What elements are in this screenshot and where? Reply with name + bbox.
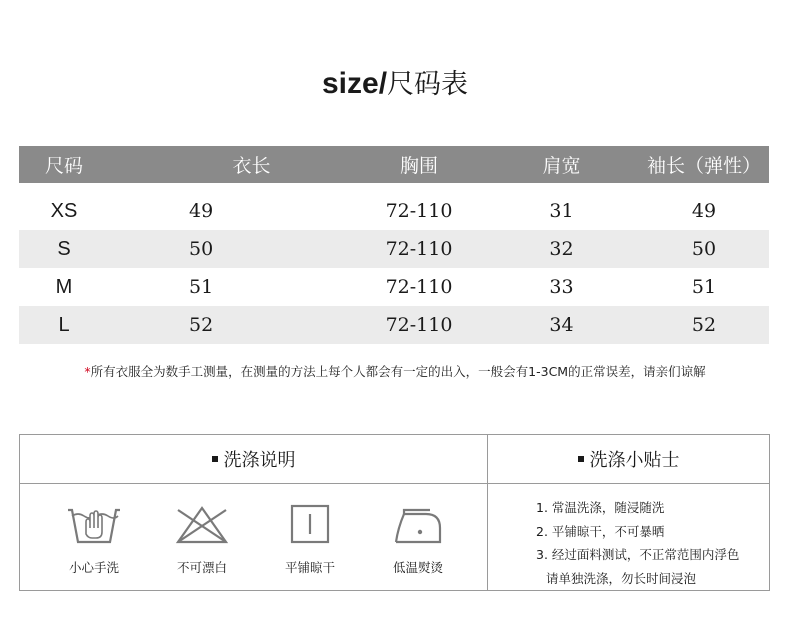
tip-item: 请单独洗涤，勿长时间浸泡 bbox=[546, 570, 697, 586]
no-bleach-icon bbox=[174, 502, 230, 548]
bullet-icon bbox=[578, 456, 584, 462]
low-iron-icon bbox=[390, 502, 446, 548]
bullet-icon bbox=[212, 456, 218, 462]
dry-flat-label: 平铺晾干 bbox=[284, 560, 335, 575]
cell-size: L bbox=[58, 313, 70, 336]
wash-title: 洗涤说明 bbox=[223, 450, 296, 471]
low-iron-label: 低温熨烫 bbox=[392, 560, 443, 575]
cell-shoulder: 32 bbox=[549, 238, 574, 260]
cell-size: S bbox=[57, 237, 71, 260]
page-title bbox=[0, 62, 790, 101]
wash-instructions-heading bbox=[20, 435, 488, 483]
header-length: 衣长 bbox=[232, 155, 271, 177]
cell-chest: 72-110 bbox=[385, 314, 453, 336]
cell-length: 50 bbox=[189, 238, 214, 260]
cell-length: 49 bbox=[189, 200, 214, 222]
cell-chest: 72-110 bbox=[385, 200, 453, 222]
tip-item: 3. 经过面料测试，不正常范围内浮色 bbox=[536, 547, 740, 562]
table-row bbox=[19, 230, 769, 268]
tip-item: 2. 平铺晾干，不可暴晒 bbox=[536, 523, 665, 539]
cell-shoulder: 33 bbox=[549, 276, 574, 298]
note-text: 所有衣服全为数手工测量，在测量的方法上每个人都会有一定的出入，一般会有1-3CM的正常误差，请亲们谅解 bbox=[90, 364, 706, 379]
title-en: size bbox=[321, 67, 379, 100]
table-row bbox=[19, 268, 769, 306]
measurement-note bbox=[0, 362, 790, 380]
header-shoulder: 肩宽 bbox=[542, 155, 581, 177]
tips-title: 洗涤小贴士 bbox=[589, 450, 680, 471]
title-separator: / bbox=[378, 67, 388, 100]
cell-size: M bbox=[55, 275, 73, 298]
care-icon-item bbox=[364, 484, 472, 590]
no-bleach-label: 不可漂白 bbox=[176, 560, 227, 575]
care-icon-item bbox=[148, 484, 256, 590]
tip-item: 1. 常温洗涤，随浸随洗 bbox=[536, 500, 665, 515]
cell-sleeve: 49 bbox=[691, 200, 717, 222]
header-size: 尺码 bbox=[44, 155, 83, 177]
care-tips bbox=[488, 484, 769, 590]
cell-shoulder: 31 bbox=[549, 200, 574, 222]
title-cn: 尺码表 bbox=[387, 69, 469, 100]
cell-sleeve: 52 bbox=[691, 314, 717, 336]
table-row bbox=[19, 192, 769, 230]
cell-chest: 72-110 bbox=[385, 276, 453, 298]
cell-chest: 72-110 bbox=[385, 238, 453, 260]
care-body bbox=[20, 484, 769, 590]
hand-wash-label: 小心手洗 bbox=[68, 560, 119, 575]
wash-tips-heading bbox=[488, 435, 769, 483]
care-icon-item bbox=[40, 484, 148, 590]
size-table-header bbox=[19, 146, 769, 183]
care-icons bbox=[20, 484, 488, 590]
cell-shoulder: 34 bbox=[549, 314, 574, 336]
care-box bbox=[19, 434, 770, 591]
note-star: * bbox=[84, 364, 91, 379]
care-icon-item bbox=[256, 484, 364, 590]
cell-sleeve: 51 bbox=[691, 276, 717, 298]
care-header bbox=[20, 435, 769, 484]
header-chest: 胸围 bbox=[399, 155, 438, 177]
cell-length: 52 bbox=[189, 314, 214, 336]
header-sleeve: 袖长（弹性） bbox=[646, 155, 761, 177]
dry-flat-icon bbox=[282, 502, 338, 548]
cell-sleeve: 50 bbox=[691, 238, 717, 260]
hand-wash-icon bbox=[66, 502, 122, 548]
cell-length: 51 bbox=[189, 276, 214, 298]
size-table bbox=[19, 146, 769, 344]
table-row bbox=[19, 306, 769, 344]
cell-size: XS bbox=[50, 199, 78, 222]
